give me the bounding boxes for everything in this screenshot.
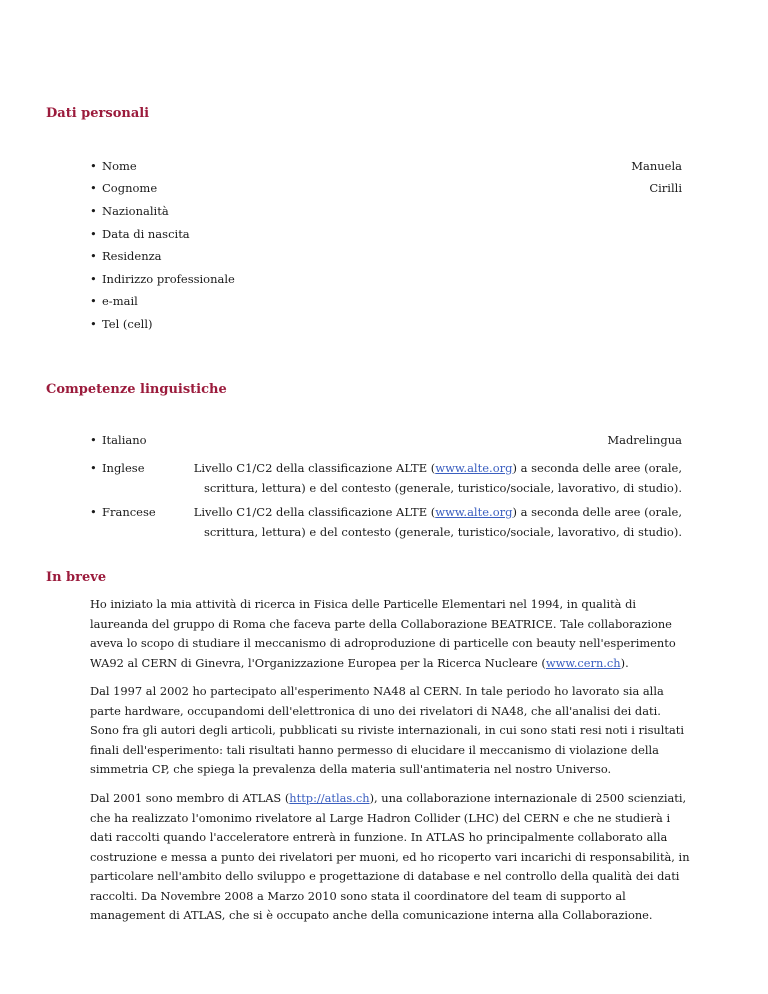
bullet: •: [90, 181, 97, 195]
language-level: Madrelingua: [607, 433, 682, 447]
bullet: •: [90, 505, 97, 519]
cern-link[interactable]: www.cern.ch: [545, 655, 621, 670]
info-label: Nome: [102, 159, 137, 173]
info-label: Tel (cell): [102, 317, 153, 331]
info-value: Cirilli: [649, 181, 682, 195]
bullet: •: [90, 227, 97, 241]
language-level: Livello C1/C2 della classificazione ALTE (www.alte.org) a seconda delle aree (orale, scrittura, lettura) e del contesto (generale, turistico/sociale, lavorativo, di studio).: [193, 505, 682, 539]
info-label: Data di nascita: [102, 227, 190, 241]
language-label: Inglese: [102, 461, 145, 475]
info-label: Nazionalità: [102, 204, 169, 218]
section-heading-in-breve: In breve: [46, 570, 107, 585]
section-heading-dati-personali: Dati personali: [46, 106, 150, 121]
info-label: Indirizzo professionale: [102, 272, 235, 286]
info-value: Manuela: [631, 159, 682, 173]
paragraph-na48: Dal 1997 al 2002 ho partecipato all'esperimento NA48 al CERN. In tale periodo ho lavorato sia alla parte hardware, occupandomi dell'elettronica di uno dei rivelatori di NA48, che all'analisi dei dati. Sono fra gli autori degli articoli, pubblicati su riviste internazionali, in cui sono stati resi noti i risultati finali dell'esperimento: tali risultati hanno permesso di elucidare il meccanismo di violazione della simmetria CP, che spiega la prevalenza della materia sull'antimateria nel nostro Universo.: [90, 684, 685, 776]
bullet: •: [90, 317, 97, 331]
language-label: Francese: [102, 505, 156, 519]
atlas-link[interactable]: http://atlas.ch: [289, 791, 370, 805]
bullet: •: [90, 249, 97, 263]
bullet: •: [90, 294, 97, 308]
info-label: Residenza: [102, 249, 162, 263]
bullet: •: [90, 204, 97, 218]
bullet: •: [90, 159, 97, 173]
alte-link[interactable]: www.alte.org: [435, 505, 513, 519]
bullet: •: [90, 461, 97, 475]
section-heading-competenze-linguistiche: Competenze linguistiche: [46, 382, 227, 397]
language-label: Italiano: [102, 433, 147, 447]
language-level: Livello C1/C2 della classificazione ALTE (www.alte.org) a seconda delle aree (orale, scrittura, lettura) e del contesto (generale, turistico/sociale, lavorativo, di studio).: [193, 461, 682, 495]
bullet: •: [90, 433, 97, 447]
info-label: e-mail: [102, 294, 138, 308]
paragraph-atlas: Dal 2001 sono membro di ATLAS (http://atlas.ch), una collaborazione internazionale di 2500 scienziati, che ha realizzato l'omonimo rivelatore al Large Hadron Collider (LHC) del CERN e che ne studierà i dati raccolti quando l'acceleratore entrerà in funzione. In ATLAS ho principalmente collaborato alla costruzione e messa a punto dei rivelatori per muoni, ed ho ricoperto vari incarichi di responsabilità, in particolare nell'ambito dello sviluppo e progettazione di database e nel controllo della qualità dei dati raccolti. Da Novembre 2008 a Marzo 2010 sono stata il coordinatore del team di supporto al management di ATLAS, che si è occupato anche della comunicazione interna alla Collaborazione.: [90, 791, 690, 922]
alte-link[interactable]: www.alte.org: [435, 461, 513, 475]
info-label: Cognome: [102, 181, 158, 195]
bullet: •: [90, 272, 97, 286]
paragraph-beatrice: Ho iniziato la mia attività di ricerca in Fisica delle Particelle Elementari nel 1994, in qualità di laureanda del gruppo di Roma che faceva parte della Collaborazione BEATRICE. Tale collaborazione aveva lo scopo di studiare il meccanismo di adroproduzione di particelle con beauty nell'esperimento WA92 al CERN di Ginevra, l'Organizzazione Europea per la Ricerca Nucleare (www.cern.ch).: [90, 597, 676, 670]
